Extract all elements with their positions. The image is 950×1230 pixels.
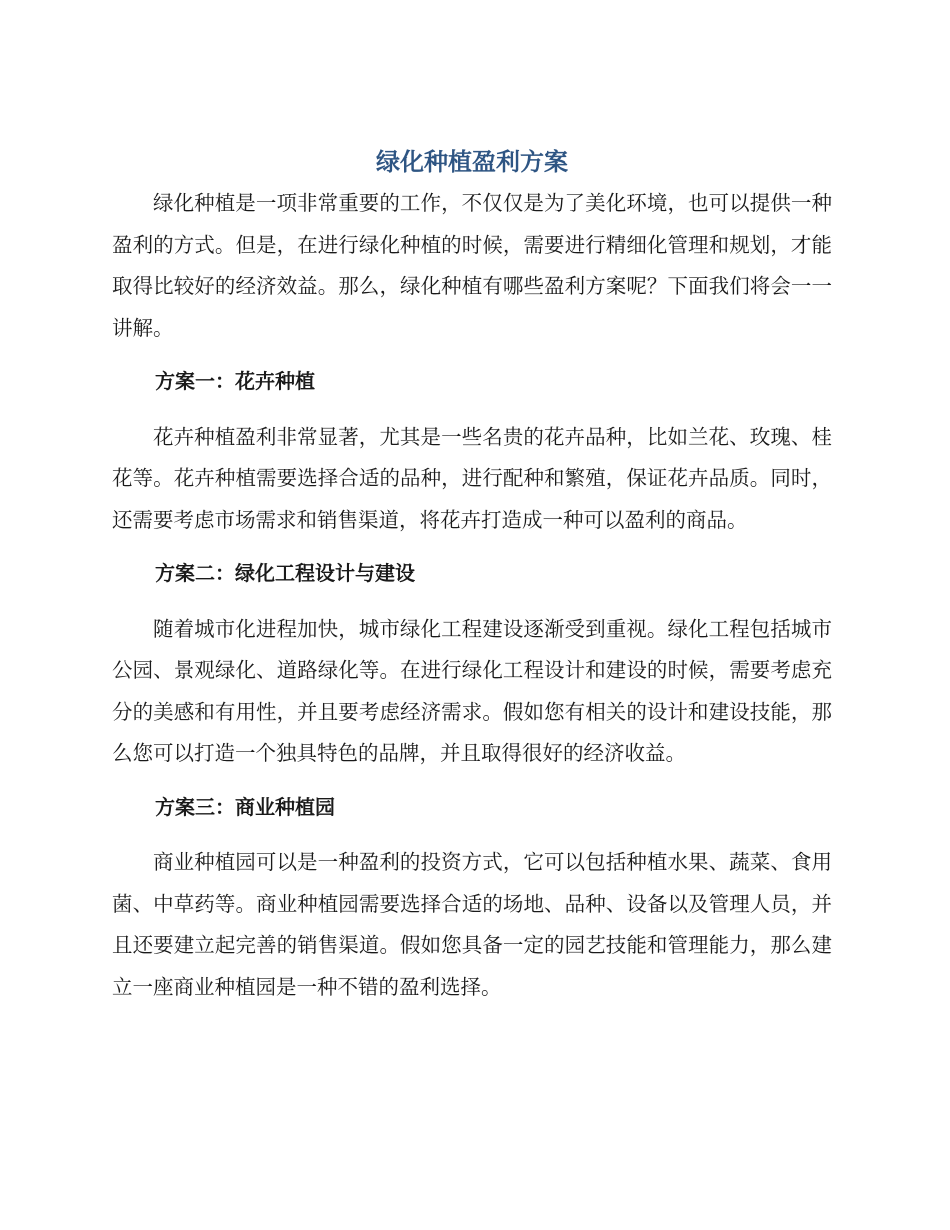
section-body-3: 商业种植园可以是一种盈利的投资方式，它可以包括种植水果、蔬菜、食用菌、中草药等。商业种植园需要选择合适的场地、品种、设备以及管理人员，并且还要建立起完善的销售渠道。假如您具备一定的园艺技能和管理能力，那么建立一座商业种植园是一种不错的盈利选择。 bbox=[112, 850, 832, 999]
document-title: 绿化种植盈利方案 bbox=[376, 148, 568, 176]
section-heading-3: 方案三：商业种植园 bbox=[155, 794, 335, 819]
intro-paragraph: 绿化种植是一项非常重要的工作，不仅仅是为了美化环境，也可以提供一种盈利的方式。但是，在进行绿化种植的时候，需要进行精细化管理和规划，才能取得比较好的经济效益。那么，绿化种植有哪些盈利方案呢？下面我们将会一一讲解。 bbox=[112, 191, 832, 340]
section-heading-2: 方案二：绿化工程设计与建设 bbox=[155, 561, 415, 585]
section-body-1: 花卉种植盈利非常显著，尤其是一些名贵的花卉品种，比如兰花、玫瑰、桂花等。花卉种植需要选择合适的品种，进行配种和繁殖，保证花卉品质。同时，还需要考虑市场需求和销售渠道，将花卉打造成一种可以盈利的商品。 bbox=[112, 424, 832, 532]
document-content bbox=[112, 140, 832, 1008]
section-heading-1: 方案一：花卉种植 bbox=[155, 369, 315, 393]
section-body-2: 随着城市化进程加快，城市绿化工程建设逐渐受到重视。绿化工程包括城市公园、景观绿化、道路绿化等。在进行绿化工程设计和建设的时候，需要考虑充分的美感和有用性，并且要考虑经济需求。假如您有相关的设计和建设技能，那么您可以打造一个独具特色的品牌，并且取得很好的经济收益。 bbox=[112, 616, 832, 765]
